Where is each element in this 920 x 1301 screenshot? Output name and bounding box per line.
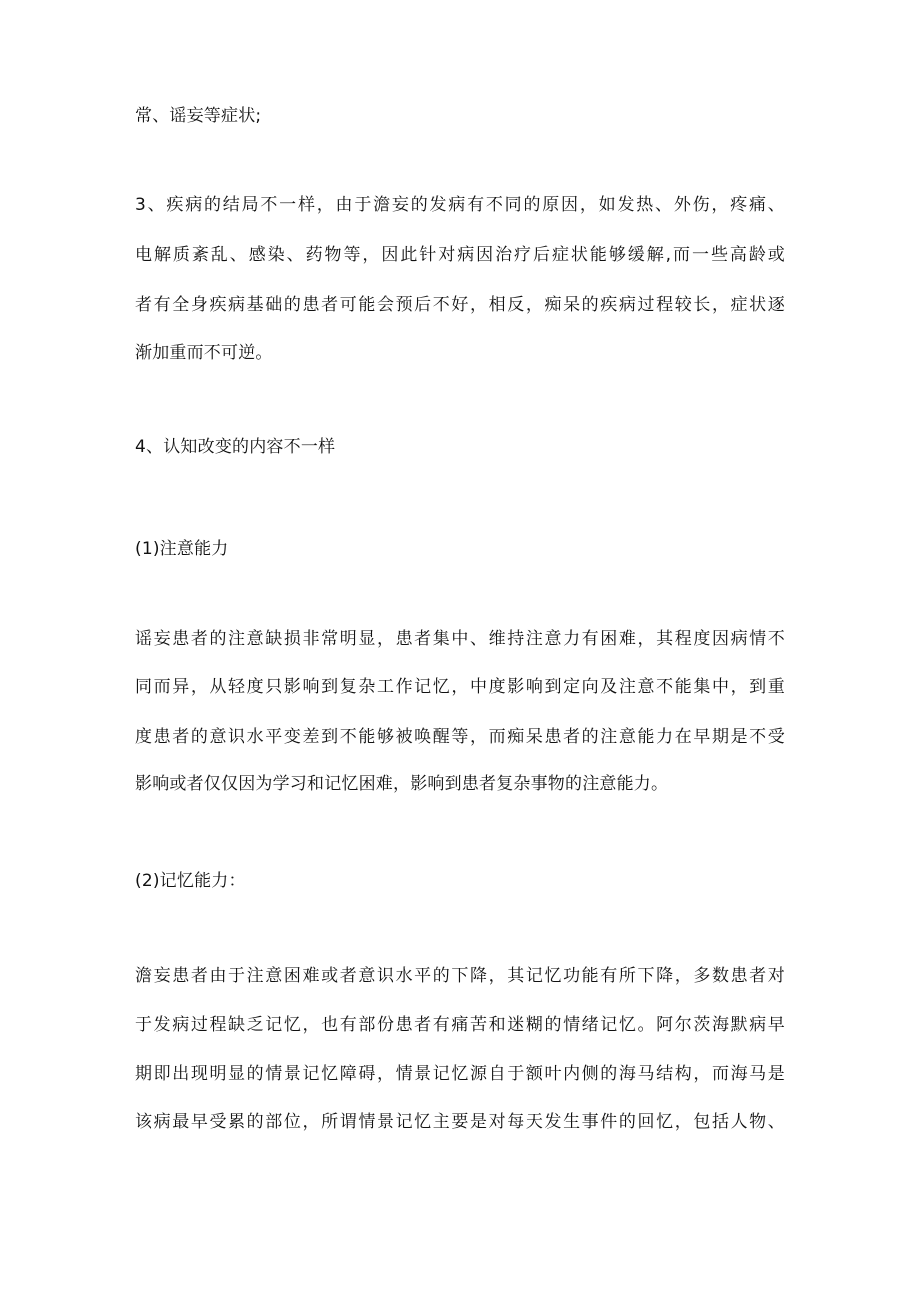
subheading-memory: (2)记忆能力：	[135, 871, 246, 891]
text-line-14: 于发病过程缺乏记忆，也有部份患者有痛苦和迷糊的情绪记忆。阿尔茨海默病早	[135, 1015, 785, 1035]
text-line-11: 影响或者仅仅因为学习和记忆困难，影响到患者复杂事物的注意能力。	[135, 774, 669, 794]
text-line-15: 期即出现明显的情景记忆障碍，情景记忆源自于额叶内侧的海马结构，而海马是	[135, 1064, 785, 1084]
text-line-5: 渐加重而不可逆。	[135, 343, 273, 363]
subheading-attention: (1)注意能力	[135, 539, 229, 559]
text-line-10: 度患者的意识水平变差到不能够被唤醒等，而痴呆患者的注意能力在早期是不受	[135, 727, 785, 747]
text-line-2: 3、疾病的结局不一样，由于澹妄的发病有不同的原因，如发热、外伤，疼痛、	[135, 195, 785, 215]
text-line-3: 电解质紊乱、感染、药物等，因此针对病因治疗后症状能够缓解,而一些高龄或	[135, 245, 785, 265]
text-line-9: 同而异，从轻度只影响到复杂工作记忆，中度影响到定向及注意不能集中，到重	[135, 677, 785, 697]
text-line-13: 澹妄患者由于注意困难或者意识水平的下降，其记忆功能有所下降，多数患者对	[135, 966, 785, 986]
section-heading-4: 4、认知改变的内容不一样	[135, 437, 336, 457]
text-line-8: 谣妄患者的注意缺损非常明显，患者集中、维持注意力有困难，其程度因病情不	[135, 629, 785, 649]
text-line-1: 常、谣妄等症状;	[135, 106, 262, 126]
text-line-4: 者有全身疾病基础的患者可能会预后不好，相反，痴呆的疾病过程较长，症状逐	[135, 295, 785, 315]
text-line-16: 该病最早受累的部位，所谓情景记忆主要是对每天发生事件的回忆，包括人物、	[135, 1112, 785, 1132]
